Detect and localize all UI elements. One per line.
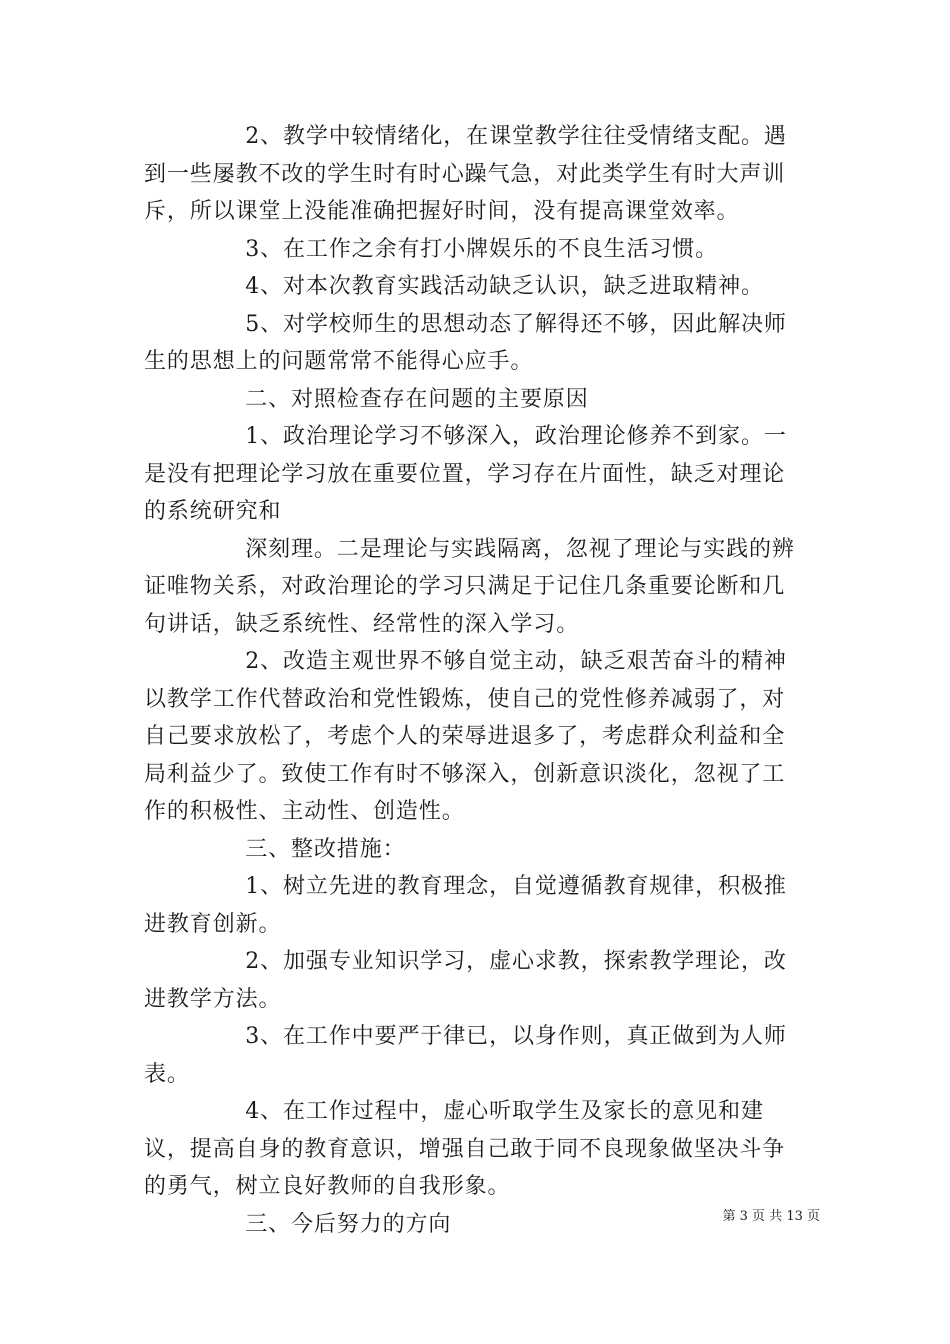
page-number-footer: 第 3 页 共 13 页 [722, 1209, 820, 1224]
paragraph-political-theory: 1、政治理论学习不够深入，政治理论修养不到家。一是没有把理论学习放在重要位置，学习存在片面性，缺乏对理论的系统研究和 [144, 424, 787, 524]
paragraph-measure-4: 4、在工作过程中，虚心听取学生及家长的意见和建议，提高自身的教育意识，增强自己敢于同不良现象做坚决斗争的勇气，树立良好教师的自我形象。 [144, 1099, 786, 1199]
section-heading-main-causes: 二、对照检查存在问题的主要原因 [245, 386, 589, 412]
paragraph-emotional-teaching: 2、教学中较情绪化，在课堂教学往往受情绪支配。遇到一些屡教不改的学生时有时心躁气急，对此类学生有时大声训斥，所以课堂上没能准确把握好时间，没有提高课堂效率。 [144, 124, 787, 224]
section-heading-rectification: 三、整改措施： [245, 836, 406, 862]
paragraph-card-games-habit: 3、在工作之余有打小牌娱乐的不良生活习惯。 [245, 236, 719, 262]
section-heading-future-direction: 三、今后努力的方向 [245, 1211, 452, 1237]
paragraph-measure-3: 3、在工作中要严于律已，以身作则，真正做到为人师表。 [144, 1024, 787, 1087]
paragraph-theory-practice: 深刻理。二是理论与实践隔离，忽视了理论与实践的辨证唯物关系，对政治理论的学习只满足于记住几条重要论断和几句讲话，缺乏系统性、经常性的深入学习。 [144, 536, 795, 637]
document-body [144, 118, 808, 1243]
paragraph-understanding-students: 5、对学校师生的思想动态了解得还不够，因此解决师生的思想上的问题常常不能得心应手。 [144, 311, 787, 374]
paragraph-lack-of-awareness: 4、对本次教育实践活动缺乏认识，缺乏进取精神。 [245, 274, 764, 299]
paragraph-subjective-world: 2、改造主观世界不够自觉主动，缺乏艰苦奋斗的精神以教学工作代替政治和党性锻炼，使自己的党性修养减弱了，对自己要求放松了，考虑个人的荣辱进退多了，考虑群众利益和全局利益少了。致使工作有时不够深入，创新意识淡化，忽视了工作的积极性、主动性、创造性。 [144, 649, 787, 824]
paragraph-measure-1: 1、树立先进的教育理念，自觉遵循教育规律，积极推进教育创新。 [144, 874, 787, 937]
paragraph-measure-2: 2、加强专业知识学习，虚心求教，探索教学理论，改进教学方法。 [144, 949, 787, 1012]
